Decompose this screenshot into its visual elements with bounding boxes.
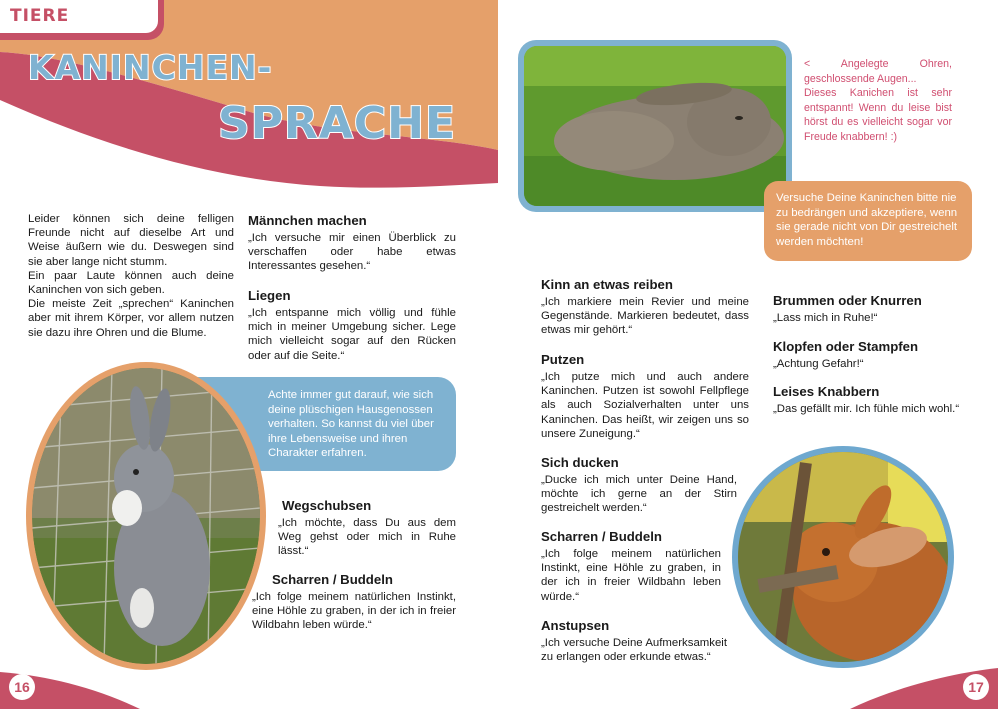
section-liegen (248, 288, 456, 363)
section-text: „Ich versuche mir einen Überblick zu verschaffen oder habe etwas Interessantes gesehen.“ (248, 232, 456, 273)
section-maennchen (248, 213, 456, 274)
title-line-1: KANINCHEN- (28, 48, 273, 87)
section-heading: Sich ducken (541, 455, 619, 470)
intro-text: Leider können sich deine felligen Freunde nicht auf dieselbe Art und Weise äußern wie du. Deswegen sind sie aber lange nicht stumm. Ein paar Laute können auch deine Kaninchen von sich geben. Die meiste Zeit „sprechen“ Kaninchen aber mit ihrem Körper, vor allem nutzen sie dazu ihre Ohren und die Blume. (28, 213, 234, 339)
tip-callout-right (764, 181, 972, 261)
category-tab (0, 0, 164, 40)
page-number-right: 17 (963, 674, 989, 700)
section-kinn-reiben (541, 277, 749, 338)
title-line-2: SPRACHE (218, 98, 457, 149)
rabbit-brown-image (738, 452, 948, 662)
section-heading: Kinn an etwas reiben (541, 277, 673, 292)
category-label: TIERE (10, 6, 70, 26)
section-heading: Männchen machen (248, 213, 367, 228)
section-text: „Ich folge meinem natürlichen Instinkt, eine Höhle zu graben, in der ich in freier Wildbahn leben würde.“ (541, 548, 721, 603)
section-text: „Das gefällt mir. Ich fühle mich wohl.“ (773, 403, 960, 415)
section-scharren-right (541, 529, 721, 604)
section-heading: Leises Knabbern (773, 384, 880, 399)
section-klopfen (773, 339, 973, 371)
section-text: „Ich möchte, dass Du aus dem Weg gehst oder mich in Ruhe lässt.“ (278, 517, 456, 558)
section-sich-ducken (541, 455, 737, 516)
section-text: „Ducke ich mich unter Deine Hand, möchte ich gerne an der Stirn gestreichelt werden.“ (541, 474, 737, 515)
section-putzen (541, 352, 749, 441)
page-number-left: 16 (9, 674, 35, 700)
section-anstupsen (541, 618, 727, 664)
photo-caption: < Angelegte Ohren, geschlossende Augen... Dieses Kanichen ist sehr entspannt! Wenn du leise bist hörst du es vielleicht sogar vor Freude knabbern! :) (804, 58, 952, 143)
section-wegschubsen (278, 498, 456, 559)
section-text: „Ich putze mich und auch andere Kaninchen. Putzen ist sowohl Fellpflege als auch Sozialverhalten unter uns Kaninchen. Das heißt, wir zeigen uns so unsere Zuneigung.“ (541, 371, 749, 440)
tip-callout-text: Versuche Deine Kaninchen bitte nie zu bedrängen und akzeptiere, wenn sie gerade nicht von Dir gestreichelt werden möchten! (776, 192, 958, 248)
section-text: „Ich entspanne mich völlig und fühle mich in meiner Umgebung sicher. Lege mich vielleicht sogar auf den Rücken oder auf die Seite.“ (248, 307, 456, 362)
section-heading: Anstupsen (541, 618, 610, 633)
section-text: „Ich folge meinem natürlichen Instinkt, eine Höhle zu graben, in der ich in freier Wildbahn leben würde.“ (252, 591, 456, 632)
section-leises-knabbern (773, 384, 978, 416)
rabbit-brown-photo (732, 446, 954, 668)
rabbit-lying-image (524, 46, 786, 206)
section-text: „Ich versuche Deine Aufmerksamkeit zu erlangen oder erkunde etwas.“ (541, 637, 727, 664)
section-text: „Ich markiere mein Revier und meine Gegenstände. Markieren bedeutet, dass etwas mir gehört.“ (541, 296, 749, 337)
section-heading: Wegschubsen (282, 498, 372, 513)
rabbit-standing-image (32, 368, 260, 664)
section-heading: Brummen oder Knurren (773, 293, 922, 308)
section-text: „Achtung Gefahr!“ (773, 358, 864, 370)
section-text: „Lass mich in Ruhe!“ (773, 312, 878, 324)
rabbit-lying-photo (518, 40, 792, 212)
section-heading: Liegen (248, 288, 291, 303)
section-scharren-left (252, 572, 456, 633)
section-heading: Scharren / Buddeln (541, 529, 662, 544)
section-heading: Putzen (541, 352, 585, 367)
section-brummen (773, 293, 973, 325)
section-heading: Klopfen oder Stampfen (773, 339, 919, 354)
tip-callout-text: Achte immer gut darauf, wie sich deine plüschigen Hausgenossen verhalten. So kannst du viel über ihre Lebensweise und ihren Charakter erfahren. (268, 389, 434, 459)
rabbit-standing-photo (26, 362, 266, 670)
section-heading: Scharren / Buddeln (272, 572, 393, 587)
